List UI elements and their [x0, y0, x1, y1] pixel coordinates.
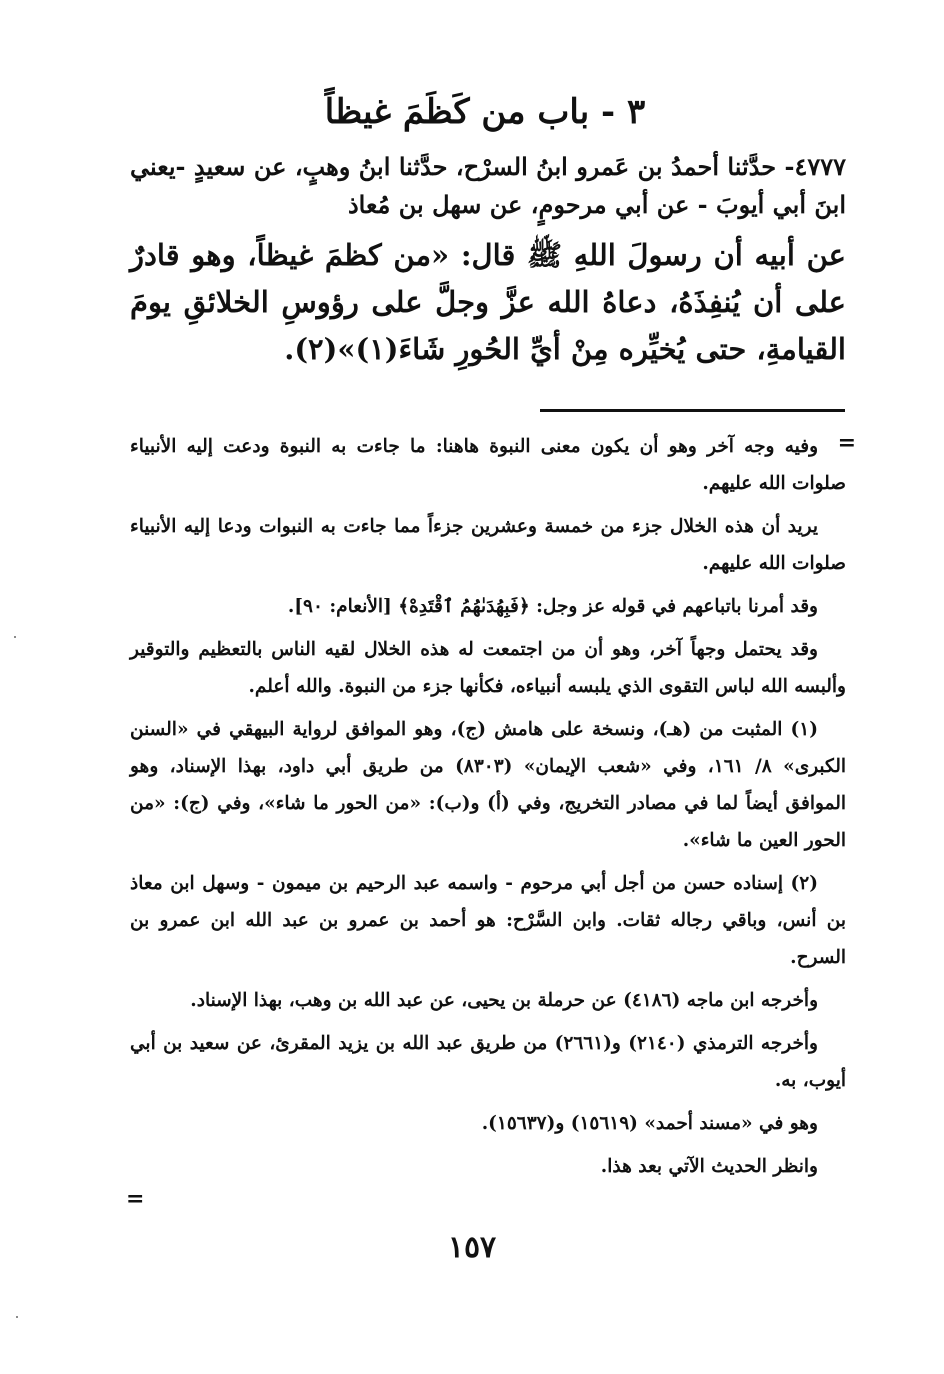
footnote-separator	[540, 409, 845, 412]
footnote-paragraph: وقد يحتمل وجهاً آخر، وهو أن من اجتمعت له هذه الخلال لقيه الناس بالتعظيم والتوقير وألبسه الله لباس التقوى الذي يلبسه أنبياءه، فكأنها جزء من النبوة. والله أعلم.	[130, 639, 846, 697]
footnote-end-mark: =	[126, 1186, 145, 1212]
footnote-2: (٢) إسناده حسن من أجل أبي مرحوم - واسمه عبد الرحيم بن ميمون - وسهل ابن معاذ بن أنس، وباقي رجاله ثقات. وابن السَّرْح: هو أحمد بن عمرو بن عبد الله ابن عمرو بن السرح.	[130, 873, 846, 968]
footnote-continuation-mark: =	[837, 430, 856, 456]
footnote-paragraph: وفيه وجه آخر وهو أن يكون معنى النبوة هاهنا: ما جاءت به النبوة ودعت إليه الأنبياء صلوات الله عليهم.	[130, 436, 846, 494]
footnotes	[130, 428, 846, 1191]
footnote-paragraph: وأخرجه الترمذي (٢١٤٠) و(٢٦٦١) من طريق عبد الله بن يزيد المقرئ، عن سعيد بن أبي أيوب، به.	[130, 1033, 846, 1091]
footnote-paragraph: وقد أمرنا باتباعهم في قوله عز وجل: ﴿فَبِهُدَىٰهُمُ ٱقْتَدِهْ﴾ [الأنعام: ٩٠].	[287, 596, 818, 617]
hadith-matn: عن أبيه أن رسولَ اللهِ ﷺ قال: «من كظمَ غيظاً، وهو قادرٌ على أن يُنفِذَهُ، دعاهُ الله عزَّ وجلَّ على رؤوسِ الخلائقِ يومَ القيامةِ، حتى يُخيِّره مِنْ أيِّ الحُورِ شَاءَ(١)»(٢).	[130, 238, 846, 366]
footnote-1: (١) المثبت من (هـ)، ونسخة على هامش (ج)، وهو الموافق لرواية البيهقي في «السنن الكبرى» ٨/ ١٦١، وفي «شعب الإيمان» (٨٣٠٣) من طريق أبي داود، بهذا الإسناد، وهو الموافق أيضاً لما في مصادر التخريج، وفي (أ) و(ب): «من الحور ما شاء»، وفي (ج): «من الحور العين ما شاء».	[130, 719, 846, 851]
chapter-title: ٣ - باب من كَظَمَ غيظاً	[324, 92, 646, 132]
hadith-block	[130, 148, 846, 373]
scan-speck	[14, 636, 16, 638]
scan-speck	[16, 1316, 18, 1318]
page-number: ١٥٧	[447, 1230, 497, 1265]
footnote-paragraph: وانظر الحديث الآتي بعد هذا.	[600, 1156, 818, 1177]
footnote-paragraph: يريد أن هذه الخلال جزء من خمسة وعشرين جزءاً مما جاءت به النبوات ودعا إليه الأنبياء صلوات الله عليهم.	[130, 516, 846, 574]
footnote-paragraph: وأخرجه ابن ماجه (٤١٨٦) عن حرملة بن يحيى، عن عبد الله بن وهب، بهذا الإسناد.	[190, 990, 818, 1011]
hadith-isnad: ٤٧٧٧- حدَّثنا أحمدُ بن عَمرو ابنُ السرْح، حدَّثنا ابنُ وهبٍ، عن سعيدٍ -يعني ابنَ أبي أيوبَ - عن أبي مرحومٍ، عن سهل بن مُعاذ	[130, 152, 846, 219]
footnote-paragraph: وهو في «مسند أحمد» (١٥٦١٩) و(١٥٦٣٧).	[481, 1113, 818, 1134]
